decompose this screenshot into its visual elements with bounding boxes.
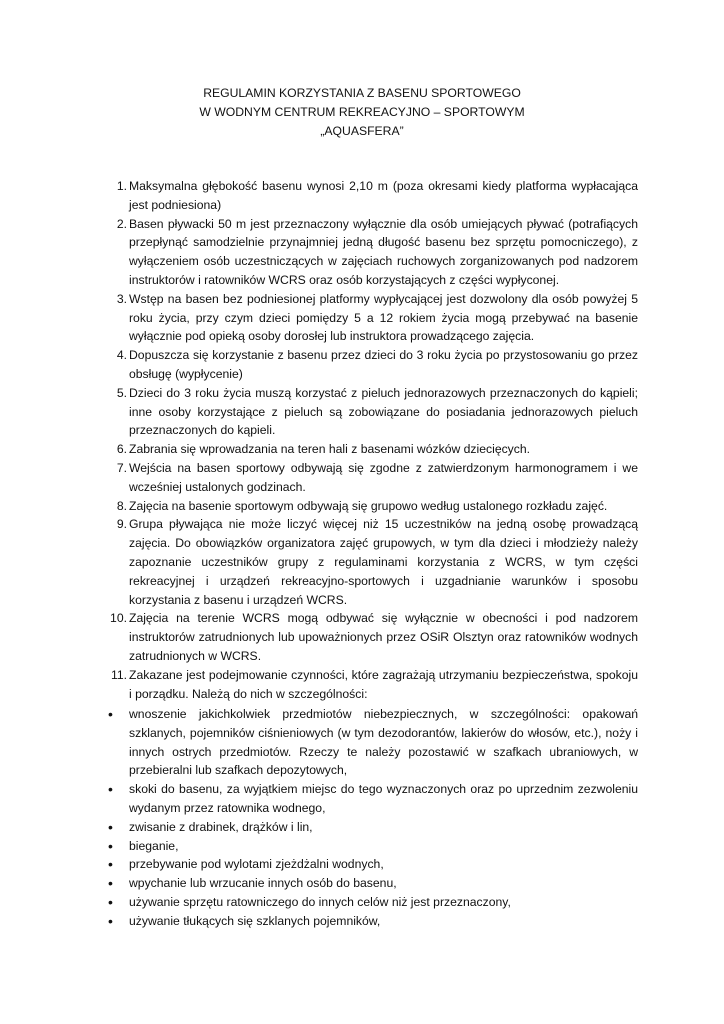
bullet-text: używanie tłukących się szklanych pojemników,	[129, 913, 381, 928]
bullet-item-2	[110, 780, 638, 818]
bullet-item-6	[110, 874, 638, 893]
rule-item-10	[110, 609, 638, 665]
rule-text: Wejścia na basen sportowy odbywają się zgodne z zatwierdzonym harmonogramem i we wcześniej ustalonych godzinach.	[129, 460, 638, 494]
bullet-text: bieganie,	[129, 838, 179, 853]
bullet-icon: •	[108, 856, 113, 873]
bullet-text: skoki do basenu, za wyjątkiem miejsc do tego wyznaczonych oraz po uprzednim zezwoleniu wydanym przez ratownika wodnego,	[129, 782, 638, 815]
bullet-item-1	[110, 705, 638, 780]
rule-number: 9.	[116, 517, 127, 532]
bullet-icon: •	[108, 781, 113, 798]
title-line-2: W WODNYM CENTRUM REKREACYJNO – SPORTOWYM	[199, 104, 525, 119]
rule-number: 1.	[116, 179, 127, 193]
title-line-3: „AQUASFERA”	[320, 123, 404, 138]
rule-text: Zakazane jest podejmowanie czynności, które zagrażają utrzymaniu bezpieczeństwa, spokoju i porządku. Należą do nich w szczególności:	[129, 667, 638, 701]
rule-item-1	[110, 177, 638, 215]
rule-item-3	[110, 290, 638, 346]
rule-item-5	[110, 384, 638, 440]
document-title	[0, 84, 724, 140]
rule-text: Dzieci do 3 roku życia muszą korzystać z pieluch jednorazowych przeznaczonych do kąpieli; inne osoby korzystające z pieluch są zobowiązane do posiadania jednorazowych pieluch przeznaczonych do kąpieli.	[129, 385, 638, 438]
bullet-icon: •	[108, 818, 113, 835]
bullet-text: zwisanie z drabinek, drążków i lin,	[129, 819, 313, 834]
rule-number: 10.	[110, 611, 127, 626]
rule-text: Basen pływacki 50 m jest przeznaczony wyłącznie dla osób umiejących pływać (potrafiących przepłynąć samodzielnie przynajmniej jedną długość basenu bez sprzętu pomocniczego), z wyłączeniem osób uczestniczących w zajęciach ruchowych zorganizowanych pod nadzorem instruktorów i ratowników WCRS oraz osób korzystających z części wypłyconej.	[129, 216, 638, 287]
bullet-icon: •	[108, 875, 113, 892]
bullet-text: przebywanie pod wylotami zjeżdżalni wodnych,	[129, 857, 384, 872]
rule-item-9	[110, 515, 638, 609]
bullet-item-4	[110, 837, 638, 856]
bullet-text: wnoszenie jakichkolwiek przedmiotów niebezpiecznych, w szczególności: opakowań szklanych, pojemników ciśnieniowych (w tym dezodorantów, lakierów do włosów, etc.), noży i innych ostrych przedmiotów. Rzeczy te należy pozostawić w szafkach ubraniowych, w przebieralni lub szafkach depozytowych,	[129, 707, 638, 778]
rule-number: 6.	[116, 442, 127, 457]
rule-item-2	[110, 215, 638, 290]
bullet-icon: •	[108, 912, 113, 929]
rule-text: Wstęp na basen bez podniesionej platformy wypłycającej jest dozwolony dla osób powyżej 5 roku życia, przy czym dzieci pomiędzy 5 a 12 rokiem życia mogą przebywać na basenie wyłącznie pod opieką osoby dorosłej lub instruktora prowadzącego zajęcia.	[129, 291, 638, 344]
rule-number: 5.	[116, 385, 127, 400]
rule-item-7	[110, 459, 638, 497]
bullet-text: wpychanie lub wrzucanie innych osób do basenu,	[129, 876, 397, 891]
rule-number: 7.	[116, 460, 127, 475]
rule-number: 3.	[116, 291, 127, 306]
rule-text: Zajęcia na basenie sportowym odbywają się grupowo według ustalonego rozkładu zajęć.	[129, 498, 608, 513]
title-line-1: REGULAMIN KORZYSTANIA Z BASENU SPORTOWEGO	[203, 86, 521, 100]
bullet-item-8	[110, 912, 638, 931]
rule-item-11	[110, 666, 638, 704]
prohibited-activities-list	[110, 705, 638, 931]
rule-text: Dopuszcza się korzystanie z basenu przez dzieci do 3 roku życia po przystosowaniu go przez obsługę (wypłycenie)	[129, 348, 638, 381]
bullet-text: używanie sprzętu ratowniczego do innych celów niż jest przeznaczony,	[129, 894, 511, 909]
rule-text: Zajęcia na terenie WCRS mogą odbywać się wyłącznie w obecności i pod nadzorem instruktorów zatrudnionych lub upoważnionych przez OSiR Olsztyn oraz ratowników wodnych zatrudnionych w WCRS.	[129, 611, 638, 663]
rule-number: 2.	[116, 216, 127, 231]
bullet-icon: •	[108, 893, 113, 910]
rule-number: 11.	[110, 667, 127, 682]
rules-list	[110, 177, 638, 703]
rule-text: Maksymalna głębokość basenu wynosi 2,10 m (poza okresami kiedy platforma wypłacająca jest podniesiona)	[129, 179, 638, 212]
bullet-icon: •	[108, 837, 113, 854]
rule-text: Zabrania się wprowadzania na teren hali z basenami wózków dziecięcych.	[129, 442, 531, 457]
bullet-icon: •	[108, 706, 113, 722]
rule-text: Grupa pływająca nie może liczyć więcej niż 15 uczestników na jedną osobę prowadzącą zajęcia. Do obowiązków organizatora zajęć grupowych, w tym dla dzieci i młodzieży należy zapoznanie uczestników grupy z regulaminami korzystania z WCRS, w tym części rekreacyjnej i urządzeń rekreacyjno-sportowych i uzgadnianie warunków i sposobu korzystania z basenu i urządzeń WCRS.	[129, 517, 638, 607]
bullet-item-3	[110, 818, 638, 837]
rule-item-4	[110, 346, 638, 384]
rule-number: 8.	[116, 498, 127, 513]
rule-number: 4.	[116, 348, 127, 363]
bullet-item-7	[110, 893, 638, 912]
rule-item-8	[110, 497, 638, 516]
bullet-item-5	[110, 855, 638, 874]
rule-item-6	[110, 440, 638, 459]
